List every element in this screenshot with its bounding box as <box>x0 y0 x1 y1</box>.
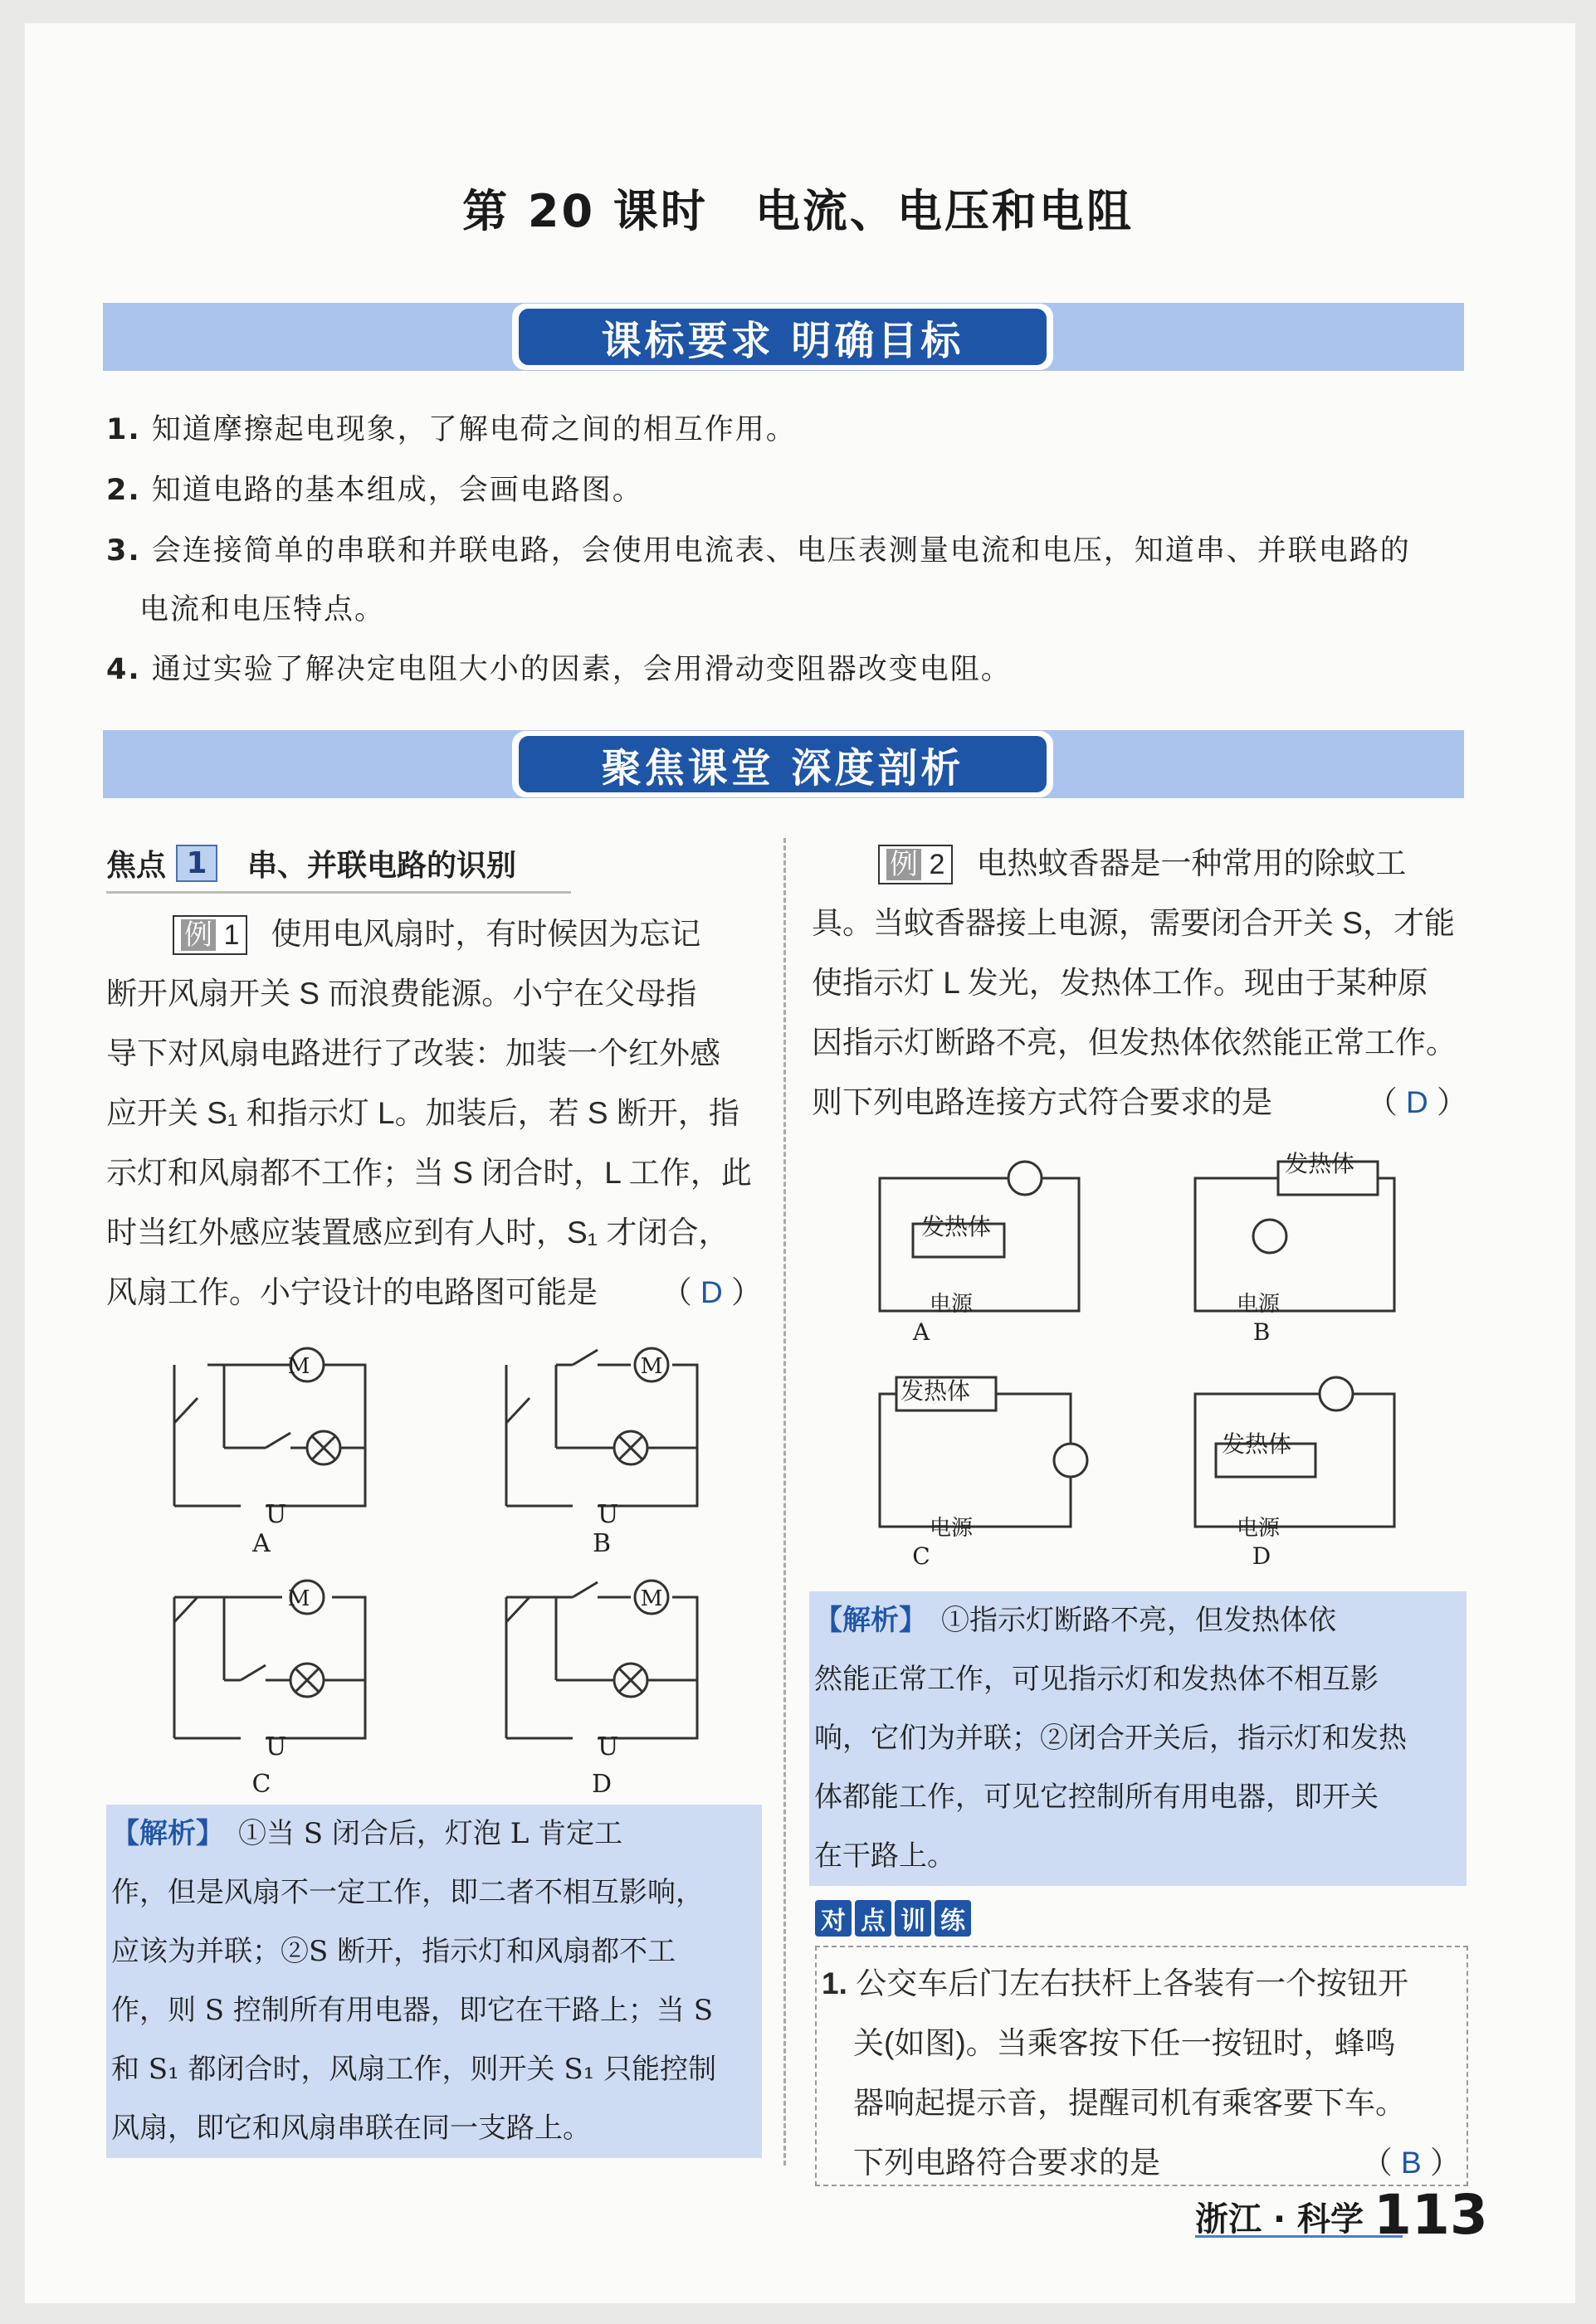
banner-goals-label: 课标要求 明确目标 <box>519 309 1047 365</box>
svg-text:M: M <box>640 1586 663 1611</box>
banner-goals <box>103 303 1464 371</box>
example-2-circuits <box>863 1145 1461 1576</box>
example-1-text: 例 1 使用电风扇时，有时候因为忘记 断开风扇开关 S 而浪费能源。小宁在父母指 导下对风扇电路进行了改装：加装一个红外感 应开关 S₁ 和指示灯 L。加装后，若 S 断开，指 示灯和风扇都不工作；当 S 闭合时，L 工作，此 时当红外感应装置感应到有人时，S₁ 才闭合， 风扇工作。小宁设计的电路图可能是 （ D ） <box>106 917 762 1309</box>
svg-text:D: D <box>1252 1542 1271 1570</box>
svg-text:发热体: 发热体 <box>1285 1150 1355 1177</box>
training-tag: 对 点 训 练 <box>815 1900 971 1937</box>
svg-text:发热体: 发热体 <box>1222 1430 1292 1458</box>
circuit-1a <box>174 1348 365 1506</box>
banner-focus <box>103 730 1464 798</box>
svg-text:电源: 电源 <box>1237 1516 1281 1541</box>
svg-text:U: U <box>598 1500 619 1529</box>
requirement-3-cont: 电流和电压特点。 <box>139 593 386 626</box>
svg-text:M: M <box>640 1354 663 1379</box>
svg-text:C: C <box>251 1770 271 1799</box>
svg-text:D: D <box>591 1770 613 1799</box>
page-footer <box>1195 2183 1488 2247</box>
example-1-circuits <box>149 1315 772 1813</box>
svg-text:C: C <box>912 1542 930 1570</box>
example-2-answer: D <box>1405 1085 1428 1119</box>
svg-text:U: U <box>266 1500 287 1529</box>
column-divider <box>783 838 786 2166</box>
svg-text:电源: 电源 <box>930 1516 974 1541</box>
banner-focus-label: 聚焦课堂 深度剖析 <box>519 736 1047 792</box>
circuit-1d <box>506 1581 697 1738</box>
requirement-3: 3. 会连接简单的串联和并联电路，会使用电流表、电压表测量电流和电压，知道串、并联电路的 <box>106 534 1411 568</box>
example-2-analysis: 【解析】 ①指示灯断路不亮，但发热体依 然能正常工作，可见指示灯和发热体不相互影 响，它们为并联；②闭合开关后，指示灯和发热 体都能工作，可见它控制所有用电器，即开关 在干路上。 <box>809 1591 1467 1886</box>
svg-text:M: M <box>287 1586 310 1611</box>
svg-text:M: M <box>287 1354 310 1379</box>
footer-subject: 浙江 · 科学 <box>1195 2200 1364 2239</box>
example-1-answer: D <box>700 1275 723 1309</box>
training-question-1: 1. 公交车后门左右扶杆上各装有一个按钮开 关(如图)。当乘客按下任一按钮时，蜂鸣 器响起提示音，提醒司机有乘客要下车。 下列电路符合要求的是 （ B ） <box>822 1966 1461 2180</box>
focus-heading: 焦点 1 串、并联电路的识别 <box>106 842 571 894</box>
svg-text:电源: 电源 <box>930 1292 974 1317</box>
svg-text:A: A <box>252 1529 271 1558</box>
example-2-text: 例 2 电热蚊香器是一种常用的除蚊工 具。当蚊香器接上电源，需要闭合开关 S，才能 使指示灯 L 发光，发热体工作。现由于某种原 因指示灯断路不亮，但发热体依然能正常工作。 则下列电路连接方式符合要求的是 （ D ） <box>812 846 1467 1119</box>
svg-text:B: B <box>1252 1318 1271 1346</box>
svg-text:发热体: 发热体 <box>900 1377 971 1405</box>
svg-text:A: A <box>912 1318 930 1346</box>
training-answer: B <box>1401 2146 1422 2180</box>
page-number: 113 <box>1374 2183 1488 2247</box>
svg-text:发热体: 发热体 <box>921 1213 992 1240</box>
circuit-1b <box>506 1348 697 1506</box>
page-title: 第 20 课时 电流、电压和电阻 <box>462 185 1134 237</box>
circuit-1c <box>174 1581 365 1738</box>
svg-text:电源: 电源 <box>1237 1292 1281 1317</box>
requirement-1: 1. 知道摩擦起电现象，了解电荷之间的相互作用。 <box>106 413 797 446</box>
svg-text:U: U <box>266 1732 287 1761</box>
svg-text:B: B <box>592 1529 612 1558</box>
requirement-2: 2. 知道电路的基本组成，会画电路图。 <box>106 474 643 507</box>
example-1-tag: 例 1 <box>173 915 247 955</box>
example-1-analysis: 【解析】 ①当 S 闭合后，灯泡 L 肯定工 作，但是风扇不一定工作，即二者不相互影响， 应该为并联；②S 断开，指示灯和风扇都不工 作，则 S 控制所有用电器，即它在干路上；当 S 和 S₁ 都闭合时，风扇工作，则开关 S₁ 只能控制 风扇，即它和风扇串联在同一支路上。 <box>106 1805 762 2158</box>
requirement-4: 4. 通过实验了解决定电阻大小的因素，会用滑动变阻器改变电阻。 <box>106 653 1012 686</box>
svg-text:U: U <box>598 1732 619 1761</box>
circuit-2b <box>1195 1162 1394 1311</box>
example-2-tag: 例 2 <box>878 845 953 884</box>
